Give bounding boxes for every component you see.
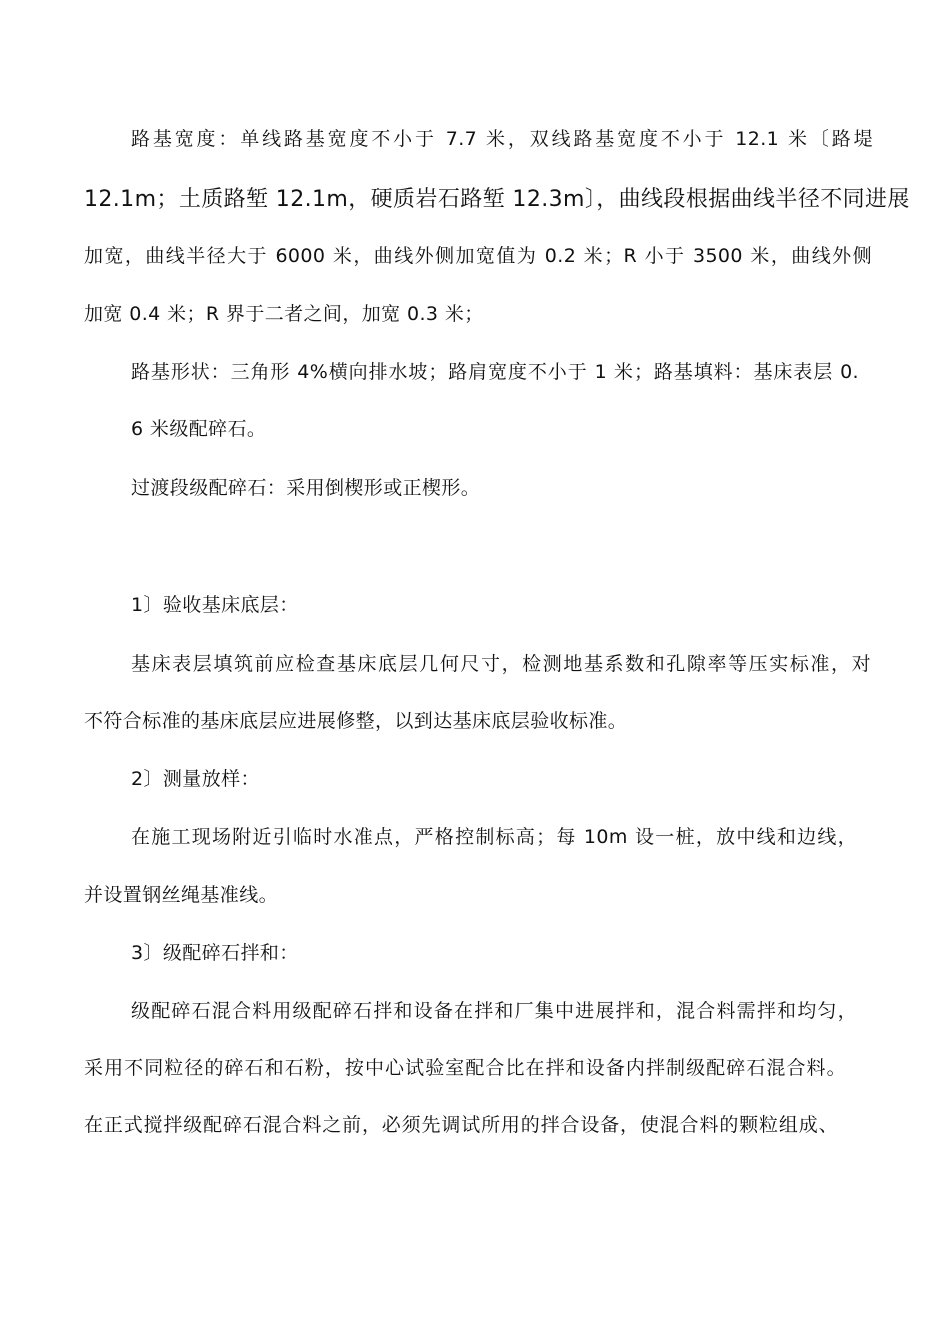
paragraph-line: 6 米级配碎石。 (131, 418, 267, 440)
paragraph-line: 在正式搅拌级配碎石混合料之前，必须先调试所用的拌合设备，使混合料的颗粒组成、 (84, 1114, 838, 1136)
paragraph-line: 加宽，曲线半径大于 6000 米，曲线外侧加宽值为 0.2 米；R 小于 3500 米，曲线外侧 (84, 245, 872, 267)
paragraph-line: 路基宽度：单线路基宽度不小于 7.7 米，双线路基宽度不小于 12.1 米〔路堤 (131, 128, 873, 150)
paragraph-line: 不符合标准的基床底层应进展修整，以到达基床底层验收标准。 (84, 710, 628, 732)
section-heading: 3〕级配碎石拌和： (131, 942, 299, 964)
paragraph-line: 加宽 0.4 米；R 界于二者之间，加宽 0.3 米； (84, 303, 484, 325)
section-heading: 2〕测量放样： (131, 768, 260, 790)
paragraph-line: 过渡段级配碎石：采用倒楔形或正楔形。 (131, 477, 481, 499)
paragraph-line: 在施工现场附近引临时水准点，严格控制标高；每 10m 设一桩，放中线和边线， (131, 826, 857, 848)
paragraph-line: 采用不同粒径的碎石和石粉，按中心试验室配合比在拌和设备内拌制级配碎石混合料。 (84, 1057, 846, 1079)
paragraph-line: 基床表层填筑前应检查基床底层几何尺寸，检测地基系数和孔隙率等压实标准，对 (131, 653, 871, 675)
paragraph-line: 12.1m；土质路堑 12.1m，硬质岩石路堑 12.3m〕，曲线段根据曲线半径不同进展 (84, 187, 910, 212)
paragraph-line: 级配碎石混合料用级配碎石拌和设备在拌和厂集中进展拌和，混合料需拌和均匀， (131, 1000, 857, 1022)
paragraph-line: 并设置钢丝绳基准线。 (84, 884, 279, 906)
section-heading: 1〕验收基床底层： (131, 594, 299, 616)
paragraph-line: 路基形状：三角形 4%横向排水坡；路肩宽度不小于 1 米；路基填料：基床表层 0. (131, 361, 859, 383)
